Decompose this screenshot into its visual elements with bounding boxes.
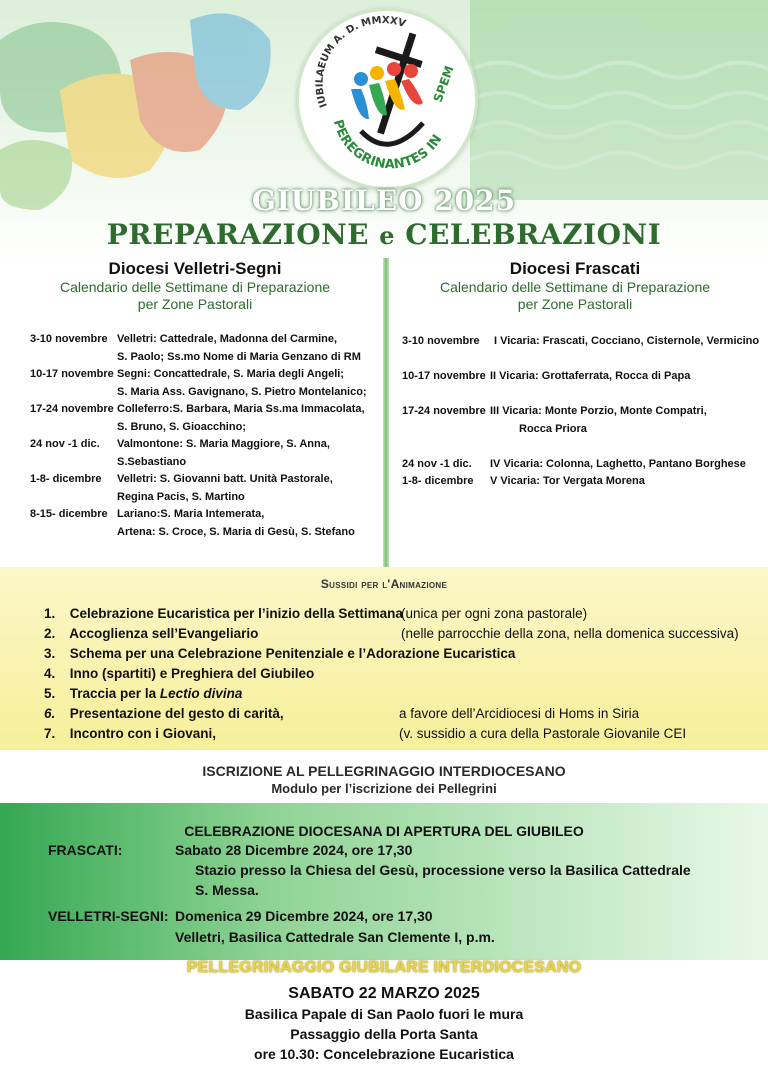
right-sub1: Calendario delle Settimane di Preparazione xyxy=(439,279,711,295)
item-text: Accoglienza sell’Evangeliario xyxy=(69,626,259,641)
item-text: Schema per una Celebrazione Penitenziale e l’Adorazione Eucaristica xyxy=(69,646,516,661)
item-text: Incontro con i Giovani, xyxy=(69,726,217,741)
schedule-text: S. Maria Ass. Gavignano, S. Pietro Montelanico; xyxy=(117,385,367,398)
schedule-text: S. Paolo; Ss.mo Nome di Maria Genzano di RM xyxy=(117,350,361,363)
right-schedule xyxy=(402,333,762,490)
schedule-text: S. Bruno, S. Gioacchino; xyxy=(117,420,246,433)
pellegrinaggio-date: SABATO 22 MARZO 2025 xyxy=(288,985,480,1002)
right-heading: Diocesi Frascati xyxy=(509,259,641,278)
sussidi-item[interactable] xyxy=(44,724,764,744)
iscrizione-link[interactable]: ISCRIZIONE AL PELLEGRINAGGIO INTERDIOCESANO xyxy=(202,763,566,779)
item-number: 5. xyxy=(44,686,56,701)
item-number: 4. xyxy=(44,666,56,681)
left-sub1: Calendario delle Settimane di Preparazione xyxy=(59,279,331,295)
logo-arc-right-text: SPEM xyxy=(430,63,457,105)
item-note: (unica per ogni zona pastorale) xyxy=(401,606,588,621)
right-sub2: per Zone Pastorali xyxy=(517,296,633,312)
schedule-text: Artena: S. Croce, S. Maria di Gesù, S. Stefano xyxy=(117,525,355,538)
velletri-label: VELLETRI-SEGNI: xyxy=(48,908,169,924)
iscrizione-form-link[interactable]: Modulo per l’iscrizione dei Pellegrini xyxy=(271,781,497,796)
schedule-text: III Vicaria: Monte Porzio, Monte Compatri, xyxy=(490,405,707,417)
sussidi-list xyxy=(44,604,764,744)
schedule-text: Rocca Priora xyxy=(519,422,587,435)
apertura-title: CELEBRAZIONE DIOCESANA DI APERTURA DEL GIUBILEO xyxy=(184,823,584,839)
item-text-italic: Lectio divina xyxy=(159,686,243,701)
item-number: 7. xyxy=(44,726,56,741)
item-note: (nelle parrocchie della zona, nella domenica successiva) xyxy=(401,626,739,641)
schedule-row xyxy=(30,331,380,366)
schedule-date: 8-15- dicembre xyxy=(30,508,108,520)
schedule-text: S.Sebastiano xyxy=(117,455,187,468)
logo-arc-top-text: IUBILAEUM A. D. MMXXV xyxy=(314,14,407,109)
schedule-date: 24 nov -1 dic. xyxy=(30,438,100,450)
schedule-date: 24 nov -1 dic. xyxy=(402,458,472,470)
schedule-row xyxy=(402,403,762,456)
item-text: Inno (spartiti) e Preghiera del Giubileo xyxy=(69,666,315,681)
item-number: 1. xyxy=(44,606,56,621)
sussidi-title: Sussidi per l'Animazione xyxy=(320,577,448,591)
schedule-text: Segni: Concattedrale, S. Maria degli Angeli; xyxy=(117,368,344,380)
item-number: 3. xyxy=(44,646,56,661)
frascati-date: Sabato 28 Dicembre 2024, ore 17,30 xyxy=(175,842,413,858)
jubilee-logo-art xyxy=(299,11,475,187)
schedule-text: IV Vicaria: Colonna, Laghetto, Pantano Borghese xyxy=(490,458,746,470)
schedule-text: Velletri: Cattedrale, Madonna del Carmine, xyxy=(117,333,338,345)
sussidi-item[interactable] xyxy=(44,664,764,684)
item-number: 2. xyxy=(44,626,56,641)
sussidi-item[interactable] xyxy=(44,644,764,664)
item-text: Traccia per la xyxy=(69,686,160,701)
frascati-detail: Stazio presso la Chiesa del Gesù, processione verso la Basilica Cattedrale xyxy=(195,862,691,878)
schedule-row xyxy=(402,368,762,403)
logo-arc-bottom-text: PEREGRINANTES IN xyxy=(329,118,446,173)
column-divider xyxy=(383,258,389,570)
subtitle-part1: PREPARAZIONE xyxy=(106,218,370,251)
pellegrinaggio-place: Basilica Papale di San Paolo fuori le mura xyxy=(244,1006,524,1022)
schedule-row xyxy=(30,366,380,401)
item-text: Presentazione del gesto di carità, xyxy=(69,706,284,721)
sussidi-item[interactable] xyxy=(44,624,764,644)
schedule-row xyxy=(402,473,762,490)
schedule-text: V Vicaria: Tor Vergata Morena xyxy=(490,475,645,487)
schedule-date: 10-17 novembre xyxy=(402,370,486,382)
schedule-row xyxy=(402,456,762,473)
schedule-date: 3-10 novembre xyxy=(402,335,480,347)
schedule-date: 1-8- dicembre xyxy=(402,475,474,487)
sussidi-item[interactable] xyxy=(44,704,764,724)
schedule-text: Regina Pacis, S. Martino xyxy=(117,490,245,503)
item-text: Celebrazione Eucaristica per l’inizio della Settimana xyxy=(69,606,403,621)
schedule-date: 3-10 novembre xyxy=(30,333,108,345)
left-heading: Diocesi Velletri-Segni xyxy=(108,259,282,278)
schedule-date: 17-24 novembre xyxy=(402,405,486,417)
subtitle-conjunction: e xyxy=(379,221,396,250)
velletri-detail: Velletri, Basilica Cattedrale San Clemente I, p.m. xyxy=(175,929,495,945)
schedule-date: 17-24 novembre xyxy=(30,403,114,415)
schedule-row xyxy=(30,436,380,471)
schedule-text: II Vicaria: Grottaferrata, Rocca di Papa xyxy=(490,370,691,382)
schedule-row xyxy=(30,401,380,436)
item-number: 6. xyxy=(44,706,56,721)
jubilee-logo xyxy=(296,8,478,190)
page-title: GIUBILEO 2025 xyxy=(251,184,517,217)
sussidi-item[interactable] xyxy=(44,684,764,704)
schedule-text: Lariano:S. Maria Intemerata, xyxy=(117,508,265,520)
schedule-date: 1-8- dicembre xyxy=(30,473,102,485)
schedule-row xyxy=(30,506,380,541)
subtitle-part2: CELEBRAZIONI xyxy=(405,218,662,251)
velletri-date: Domenica 29 Dicembre 2024, ore 17,30 xyxy=(175,908,433,924)
pellegrinaggio-title: PELLEGRINAGGIO GIUBILARE INTERDIOCESANO xyxy=(186,959,582,976)
schedule-row xyxy=(402,333,762,368)
pellegrinaggio-porta: Passaggio della Porta Santa xyxy=(290,1026,478,1042)
page-subtitle xyxy=(0,218,768,251)
item-note: (v. sussidio a cura della Pastorale Giovanile CEI xyxy=(399,726,687,741)
sussidi-item[interactable] xyxy=(44,604,764,624)
pellegrinaggio-messa: ore 10.30: Concelebrazione Eucaristica xyxy=(254,1046,514,1062)
left-schedule xyxy=(30,331,380,541)
item-note: a favore dell’Arcidiocesi di Homs in Siria xyxy=(399,706,640,721)
schedule-text: Velletri: S. Giovanni batt. Unità Pastorale, xyxy=(117,473,333,485)
schedule-text: I Vicaria: Frascati, Cocciano, Cisternole, Vermicino xyxy=(494,335,760,347)
schedule-text: Valmontone: S. Maria Maggiore, S. Anna, xyxy=(117,438,330,450)
header-banner xyxy=(0,0,768,265)
schedule-date: 10-17 novembre xyxy=(30,368,114,380)
frascati-messa: S. Messa. xyxy=(195,882,259,898)
frascati-label: FRASCATI: xyxy=(48,842,123,858)
schedule-row xyxy=(30,471,380,506)
left-sub2: per Zone Pastorali xyxy=(137,296,253,312)
schedule-text: Colleferro:S. Barbara, Maria Ss.ma Immacolata, xyxy=(117,403,365,415)
